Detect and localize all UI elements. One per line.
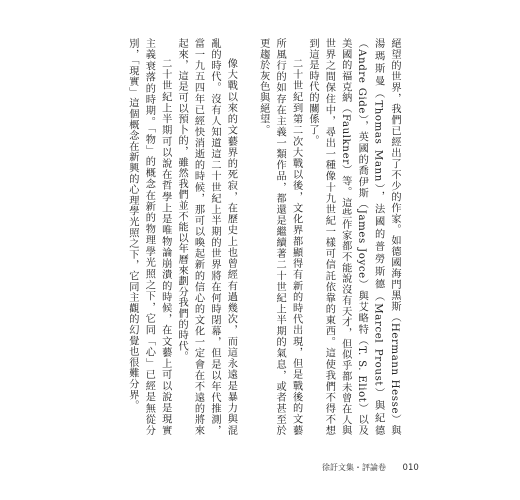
paragraph-2: 二十世紀到第二次大戰以後，文化界都顯得有新的時代出現，但是戰後的文藝所風行的如存在主義一類作品，都還是繼續著二十世紀上半期的氣息，或者甚至於更趨於灰色與絕望。: [257, 38, 302, 436]
paragraph-1: 絕望的世界，我們已經出了不少的作家。如德國海門黑斯（Hermann Hesse）與湯瑪斯曼（Thomas Mann），法國的普勞斯德（Marcel Proust）與紀德（Andre Gide），英國的喬伊斯（James Joyce）與艾略特（T. S. Eliot）以及美國的福克納（Faulkner）等。這些作家都不能說沒有天才，但似乎都未曾在人與世界之間保住中，尋出一種像十九世紀一樣可信託依靠的東西。這使我們不得不想到這是時代的關係了。: [306, 38, 400, 436]
running-title: 徐訏文集・評論卷: [322, 463, 386, 472]
paragraph-4: 二十世紀上半期可以說在哲學上是唯物論崩潰的時候，在文藝上可以說是現實主義衰落的時期。「物」的概念在新的物理學光照之下，它同「心」已經是無從分別，「現實」這個概念在新興的心理學光照之下，它同主觀的幻覺也很難分界。: [126, 38, 171, 436]
page-footer: [322, 462, 419, 473]
paragraph-3: 像大戰以來的文藝界的死寂，在歷史上也曾經有過幾次，而這永遠是暴力與混亂的時代。沒有人知道這二十世紀上半期的世界將在何時閉幕，但是以年代推測，當一九五四年已經快消逝的時候，那可以喚起新的信心的文化一定會在不遠的將來起來，這是可以預卜的，雖然我們並不能以年曆來劃分我們的時代。: [176, 38, 237, 436]
page-number: 010: [402, 463, 419, 473]
vertical-text-body: [124, 38, 403, 436]
